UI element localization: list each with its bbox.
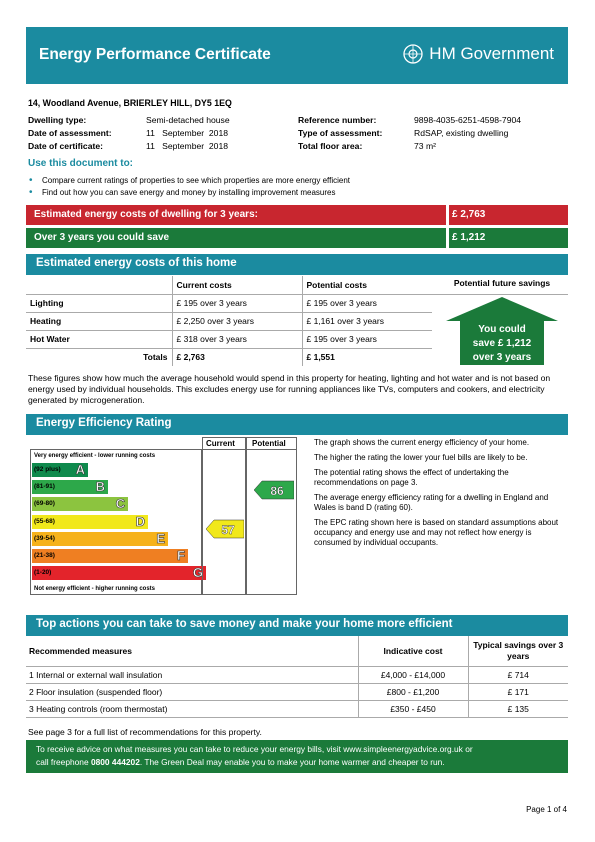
actions-table — [26, 636, 568, 718]
band-letter: F — [177, 548, 185, 563]
crest-icon — [402, 43, 424, 65]
potential-column — [246, 437, 297, 595]
advice-banner: To receive advice on what measures you can take to reduce your energy bills, visit www.simpleenergyadvice.org.uk or call freephone 0800 444202. The Green Deal may enable you to make your home warmer and cheaper to run. — [26, 740, 568, 773]
gov-label: HM Government — [429, 44, 554, 63]
reference-value: 9898-4035-6251-4598-7904 — [414, 115, 522, 125]
costs-note: These figures show how much the average household would spend in this property for heating, lighting and hot water and is not based on energy used by individual households. This excludes energy use for running appliances like TVs, computers and cookers, and electricity generated by microgeneration. — [28, 373, 551, 405]
estimated-cost-bar — [26, 205, 568, 225]
use-document-title: Use this document to: — [28, 158, 134, 169]
rating-band-d — [32, 515, 148, 529]
band-range: (81-91) — [34, 483, 55, 491]
table-row: Hot Water £ 318 over 3 years £ 195 over 3 years — [26, 330, 432, 348]
floor-area-value: 73 m² — [414, 141, 436, 151]
rating-section-header: Energy Efficiency Rating — [26, 414, 568, 435]
current-rating-value: 57 — [221, 523, 235, 537]
current-rating-marker — [206, 519, 244, 539]
bullet-item: • Find out how you can save energy and money by installing improvement measures — [28, 187, 350, 199]
could-save-value: £ 1,212 — [452, 232, 486, 243]
could-save-label: Over 3 years you could save — [34, 232, 170, 243]
band-letter: A — [75, 462, 85, 477]
rating-band-f — [32, 549, 188, 563]
could-save-bar — [26, 228, 568, 248]
col-potential-header: Potential costs — [302, 276, 432, 294]
totals-row: Totals £ 2,763 £ 1,551 — [26, 348, 432, 366]
rating-band-a — [32, 463, 88, 477]
band-letter: B — [95, 479, 105, 495]
band-letter: D — [135, 513, 145, 529]
table-header-row — [26, 276, 432, 294]
rating-band-g — [32, 566, 206, 580]
costs-section-header: Estimated energy costs of this home — [26, 254, 568, 275]
floor-area-label: Total floor area: — [298, 141, 363, 151]
bullet-item: • Compare current ratings of properties to see which properties are more energy efficient — [28, 175, 350, 187]
date-certificate-label: Date of certificate: — [28, 141, 103, 151]
band-range: (92 plus) — [34, 466, 61, 473]
table-row: Lighting £ 195 over 3 years £ 195 over 3 years — [26, 294, 432, 312]
potential-header: Potential — [252, 439, 286, 448]
band-range: (1-20) — [34, 569, 52, 577]
date-assessment-label: Date of assessment: — [28, 128, 112, 138]
assessment-type-value: RdSAP, existing dwelling — [414, 128, 509, 138]
table-header-row: Recommended measures Indicative cost Typical savings over 3 years — [26, 636, 568, 666]
band-letter: G — [192, 565, 203, 581]
date-certificate-value: 11 September 2018 — [146, 141, 229, 151]
band-range: (69-80) — [34, 500, 55, 508]
estimated-cost-label: Estimated energy costs of dwelling for 3 years: — [34, 209, 258, 220]
table-row: 1 Internal or external wall insulation £4,000 - £14,000 £ 714 — [26, 666, 568, 683]
property-address: 14, Woodland Avenue, BRIERLEY HILL, DY5 1EQ — [28, 98, 232, 108]
table-row: Heating £ 2,250 over 3 years £ 1,161 over 3 years — [26, 312, 432, 330]
reference-label: Reference number: — [298, 115, 377, 125]
dwelling-type-value: Semi-detached house — [146, 115, 230, 125]
date-assessment-value: 11 September 2018 — [146, 128, 229, 138]
col-current-header: Current costs — [172, 276, 302, 294]
dwelling-type-label: Dwelling type: — [28, 115, 87, 125]
hm-government-logo — [402, 43, 554, 65]
band-letter: C — [115, 496, 125, 512]
see-page-note: See page 3 for a full list of recommendations for this property. — [28, 727, 262, 737]
costs-table — [26, 276, 432, 366]
header-banner — [26, 27, 568, 84]
efficiency-chart — [26, 437, 306, 602]
table-row: 3 Heating controls (room thermostat) £350 - £450 £ 135 — [26, 700, 568, 717]
top-chart-label: Very energy efficient - lower running costs — [34, 453, 156, 459]
potential-rating-value: 86 — [270, 484, 284, 498]
use-bullets — [28, 175, 350, 199]
future-savings-header: Potential future savings — [453, 278, 551, 288]
assessment-type-label: Type of assessment: — [298, 128, 383, 138]
rating-band-c — [32, 497, 128, 511]
band-range: (21-38) — [34, 552, 55, 559]
page-number: Page 1 of 4 — [526, 805, 567, 814]
rating-band-b — [32, 480, 108, 494]
freephone-number: 0800 444202 — [90, 757, 140, 767]
band-letter: E — [156, 530, 165, 546]
current-header: Current — [206, 439, 235, 448]
actions-section-header: Top actions you can take to save money and make your home more efficient — [26, 615, 568, 636]
table-row: 2 Floor insulation (suspended floor) £800 - £1,200 £ 171 — [26, 683, 568, 700]
band-range: (55-68) — [34, 517, 55, 525]
estimated-cost-value: £ 2,763 — [452, 209, 486, 220]
rating-band-e — [32, 532, 168, 546]
bottom-chart-label: Not energy efficient - higher running costs — [34, 586, 156, 592]
potential-rating-marker — [254, 480, 294, 500]
page-title: Energy Performance Certificate — [39, 46, 271, 63]
current-column — [202, 437, 246, 595]
band-range: (39-54) — [34, 534, 55, 542]
savings-arrow: You could save £ 1,212 over 3 years — [444, 293, 560, 367]
rating-explanation: The graph shows the current energy efficiency of your home. The higher the rating the lower your fuel bills are likely to be. The potential rating shows the effect of undertaking the recommendations on page 3. The average energy efficiency rating for a dwelling in England and Wales is band D (rating 60). The EPC rating shown here is based on standard assumptions about occupancy and energy use and may not reflect how energy is consumed by individual occupants. — [314, 438, 559, 547]
